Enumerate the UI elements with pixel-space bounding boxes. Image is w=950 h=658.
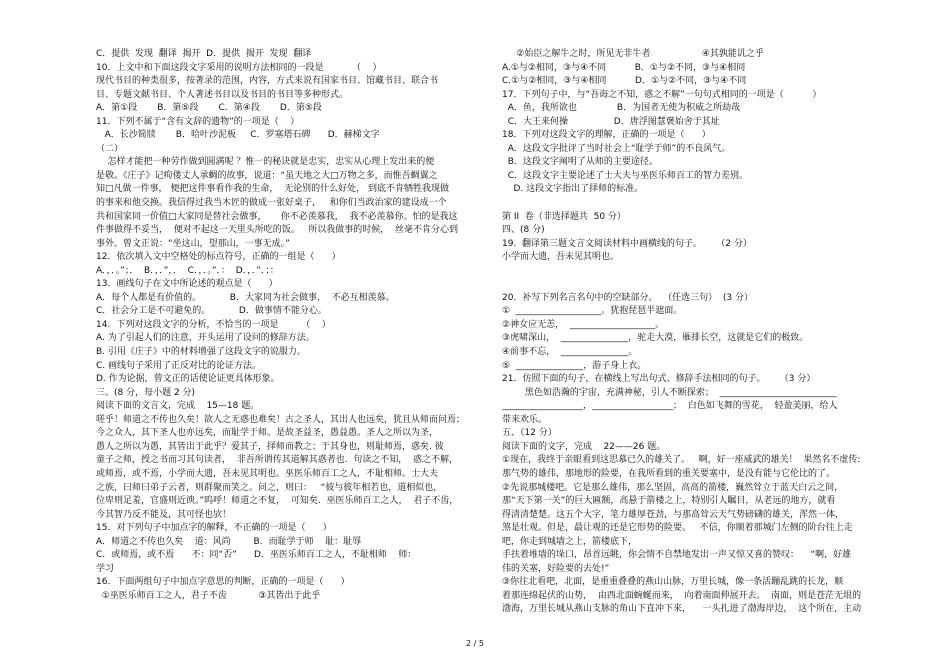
text-line: 目、专题文献书目、个人著述书目以及书目的书目等多种形式。 xyxy=(96,89,349,100)
text-line: 今之众人，其下圣人也亦远矣，而耻学于师。是故圣益圣，愚益愚。圣人之所以为圣， xyxy=(96,428,439,439)
text-line: 位卑则足羞，官盛则近谀。”呜呼！师道之不复， 可知矣. 巫医乐师百工之人， 君子不齿， xyxy=(96,496,459,507)
text-line: C．这段文字主要论述了士大夫与巫医乐师百工的智力差别。 xyxy=(502,170,749,181)
text-line: 或师焉，或不焉，小学而大遗，吾未见其明也。巫医乐师百工之人，不耻相师。士大夫 xyxy=(96,468,439,479)
text-line: D. 这段文字指出了择师的标准。 xyxy=(502,184,644,195)
text-line: C．社会分工是不可避免的。 D．做事情不能分心。 xyxy=(96,306,327,317)
text-line: C．提供 发现 翻译 揭开 D．提供 揭开 发现 翻译 xyxy=(96,49,312,59)
text-line: __________________，__________________； 白色如飞舞的雪花， 轻盈美丽，给人 xyxy=(502,401,838,412)
text-line: ②始臣之解牛之时，所见无非牛者 ④其孰能讥之乎 xyxy=(502,49,764,59)
text-line: 第 II 卷（非选择题共 50 分） xyxy=(502,211,626,222)
text-line: 煞是壮观。但是，最让观的还是它形势的险要。 不信，你顺着那城门左侧的阶台往上走 xyxy=(502,523,853,534)
text-line: 三、(8 分，每小题 2 分) xyxy=(96,387,196,398)
text-line: A．师道之不传也久矣 道：风尚 B．而耻学于师 耻：耻辱 xyxy=(96,536,362,547)
text-line: B. 引用《庄子》中的材料增强了这段文字的说服力。 xyxy=(96,347,306,358)
text-line: C.①与②相同，③与④相同 D．①与②不同，③与④不同 xyxy=(502,76,747,87)
text-line: 的事来和他交换。我信得过我当木匠的做成一张好桌子， 和你们当政治家的建设成一个 xyxy=(96,198,447,209)
text-line: ③虎啸深山， _______________，驼走大漠，雁排长空，这就是它们的极致。 xyxy=(502,333,809,344)
text-line: 件事做得不妥当， 便对不起这一天里头所吃的饭。 所以我做事的时候， 丝毫不肯分心到 xyxy=(96,225,459,236)
text-line: 嗟乎！师道之不传也久矣！欲人之无惑也难矣！古之圣人，其出人也远矣，犹且从师而问焉； xyxy=(96,414,466,425)
text-line: A．长沙简牍 B．哈叶沙泥板 C．罗塞塔石碑 D．赫梯文字 xyxy=(96,130,380,141)
text-line: 阅读下面的文字，完成 22——26 题。 xyxy=(502,441,666,452)
left-column xyxy=(96,48,494,603)
text-line xyxy=(502,265,904,279)
text-line: 今其智乃反不能及，其可怪也欤！ xyxy=(96,509,232,520)
text-line: 18．下列对这段文字的理解，正确的一项是（ ） xyxy=(502,130,711,141)
text-line: 伟的关塞，好险要的去处!” xyxy=(502,563,610,574)
text-line: 那气势的雄伟，那地形的险要，在我所看到的重关要塞中，是没有能与它伦比的了。 xyxy=(502,468,836,479)
text-line: 20．补写下列名言名句中的空缺部分。 （任选三句） (3 分） xyxy=(502,292,753,303)
text-line: C. 画线句子采用了正反对比的论证方法。 xyxy=(96,360,262,371)
text-line: A．鱼，我所欲也 B．为国者无使为积威之所劫哉 xyxy=(502,103,741,114)
text-line: A．，．。”；． B．，．”，． C．，．。”．： D．，．”．；： xyxy=(96,265,279,276)
text-line: 17．下列句子中，与“吾诲之不知，惑之不解”一句句式相同的一项是（ ） xyxy=(502,89,822,100)
text-line: 学习 xyxy=(96,563,115,574)
text-line: 14．下列对这段文字的分析，不恰当的一项是 （ ） xyxy=(96,319,331,330)
text-line: 12．依次填入文中空格处的标点符号，正确的一组是（ ） xyxy=(96,252,341,263)
text-line: ① ___________________。犹抱琵琶半遮面。 xyxy=(502,306,683,317)
text-line: 10．上文中和下面这段文字采用的说明方法相同的一段是 （ ） xyxy=(96,62,382,73)
text-line: 渤海，万里长城从燕山支脉的角山下直冲下来， 一头扎进了渤海岸边， 这个所在，主动 xyxy=(502,604,862,615)
text-line: 19. 翻译第三题文言文阅读材料中画横线的句子。 （2 分） xyxy=(502,238,752,249)
text-line: 知□凡做一件事， 便把这件事看作我的生命， 无论别的什么好处， 到底不肯牺牲我现做 xyxy=(96,184,449,195)
text-line: 是敬。《庄子》记痀偻丈人承蜩的故事，说道：“虽天地之大□万物之多，而惟吾蜩翼之 xyxy=(96,170,438,181)
text-line: 现代书目的种类很多，按著录的范围，内容，方式来说有国家书目、馆藏书目、联合书 xyxy=(96,76,439,87)
text-line: ②神女应无恙， ___________________。 xyxy=(502,319,665,330)
text-line: 15．对下列句子中加点字的解释，不正确的一项是（ ） xyxy=(96,523,332,534)
text-line: 童子之师，授之书而习其句读者， 非吾所谓传其道解其惑者也. 句读之不知， 惑之不解， xyxy=(96,455,459,466)
text-line: ⑤ _______________，游子身上衣。 xyxy=(502,360,647,371)
text-line: A. 为了引起人们的注意，开头运用了设问的修辞方法。 xyxy=(96,333,315,344)
text-line: 11．下列不属于“含有文辞的遗物”的一项是（ ） xyxy=(96,116,300,127)
text-line: 得清清楚楚。这五个大字，笔力雄厚苍劲，与那高耸云天气势磅礴的雄关，浑然一体， xyxy=(502,509,845,520)
text-line: 五、（12 分） xyxy=(502,428,557,439)
text-line: 阅读下面的文言文，完成 15—18 题。 xyxy=(96,401,260,412)
text-line: C．大王来何操 D．唐浮图慧褒始舍于其址 xyxy=(502,116,720,127)
text-line: 黑色如浩瀚的宇宙，充满神秘，引人不断探索； __________________________ xyxy=(502,387,837,398)
text-line: ②先说那城楼吧。它是那么雄伟，那么坚固，高高的箭楼，巍然耸立于蓝天白云之间， xyxy=(502,482,844,493)
text-line: 吧，你走到城墙之上，箭楼底下， xyxy=(502,536,638,547)
text-line: ①现在，我终于亲眼看到这思慕已久的雄关了。 啊，好一座威武的雄关！ 果然名不虚传: xyxy=(502,455,861,466)
page-number: 2 / 5 xyxy=(466,639,484,648)
text-line: C．或师焉，或不焉 不：同“否” D．巫医乐师百工之人，不耻相师 师： xyxy=(96,550,417,561)
text-line xyxy=(502,197,904,211)
text-line: 四、(8 分) xyxy=(502,225,545,236)
text-line: A．第①段 B．第⑤段 C．第④段 D．第⑤段 xyxy=(96,103,322,114)
text-line: 手扶着堆墙的垛口，昂首远眺，你会情不自禁地发出一声又惊又喜的赞叹： “啊，好雄 xyxy=(502,550,852,561)
text-line: 带来欢乐。 xyxy=(502,414,548,425)
text-line: 13．画线句子在文中所论述的观点是（ ） xyxy=(96,279,278,290)
text-line: A．每个人都是有价值的。 B．大家同为社会做事， 不必互相羡慕。 xyxy=(96,292,395,303)
text-line: A.①与②相同，③与④不同 B．①与②不同，③与④相同 xyxy=(502,62,746,73)
text-line: D. 作为论据，曾文正的话使论证更具体形象。 xyxy=(96,374,280,385)
text-line: 着那连绵起伏的山势， 由西北面蜿蜒而来， 向着南面伸展开去。 南面，则是苍茫无垠的 xyxy=(502,590,862,601)
text-line: （二） xyxy=(96,143,124,154)
text-line: ①巫医乐师百工之人，君子不齿 ③其皆出于此乎 xyxy=(96,590,321,601)
text-line: 21．仿照下面的句子，在横线上写出句式、修辞手法相同的句子。 （3 分） xyxy=(502,374,816,385)
text-line: ④前事不忘， _______________。 xyxy=(502,347,638,358)
text-line: 那“天下第一关”的巨大匾额，高悬于箭楼之上，特别引人瞩目，从老远的地方，就看 xyxy=(502,496,836,507)
text-line: 怎样才能把一种劳作做到圆满呢 ？惟一的秘诀就是忠实，忠实从心理上发出来的便 xyxy=(96,157,435,168)
text-line: ③你往北看吧，北面，是重重叠叠的燕山山脉，万里长城，像一条活蹦乱跳的长龙，顺 xyxy=(502,577,844,588)
text-line: 小学而大遗，吾未见其明也。 xyxy=(502,252,620,263)
right-column xyxy=(502,48,904,617)
text-line: B．这段文字阐明了从师的主要途径。 xyxy=(502,157,658,168)
text-line: 愚人之所以为愚，其皆出于此乎？爱其子，择师而教之；于其身也，则耻师焉，惑矣. 彼 xyxy=(96,441,444,452)
text-line: 事外。曾文正说：“坐这山，望那山，一事无成。” xyxy=(96,238,290,249)
text-line xyxy=(502,278,904,292)
text-line: A．这段文字批评了当时社会上“耻学于师”的不良风气。 xyxy=(502,143,731,154)
text-line: 16．下面两组句子中加点字意思的判断，正确的一项是（ ） xyxy=(96,577,350,588)
text-line: 之族，曰师曰弟子云者，则群聚而笑之。问之，则曰： “彼与彼年相若也，道相似也， xyxy=(96,482,443,493)
text-line: 共和国家同一价值□大家同是替社会做事， 你不必羡慕我， 我不必羡慕你。怕的是我这 xyxy=(96,211,458,222)
